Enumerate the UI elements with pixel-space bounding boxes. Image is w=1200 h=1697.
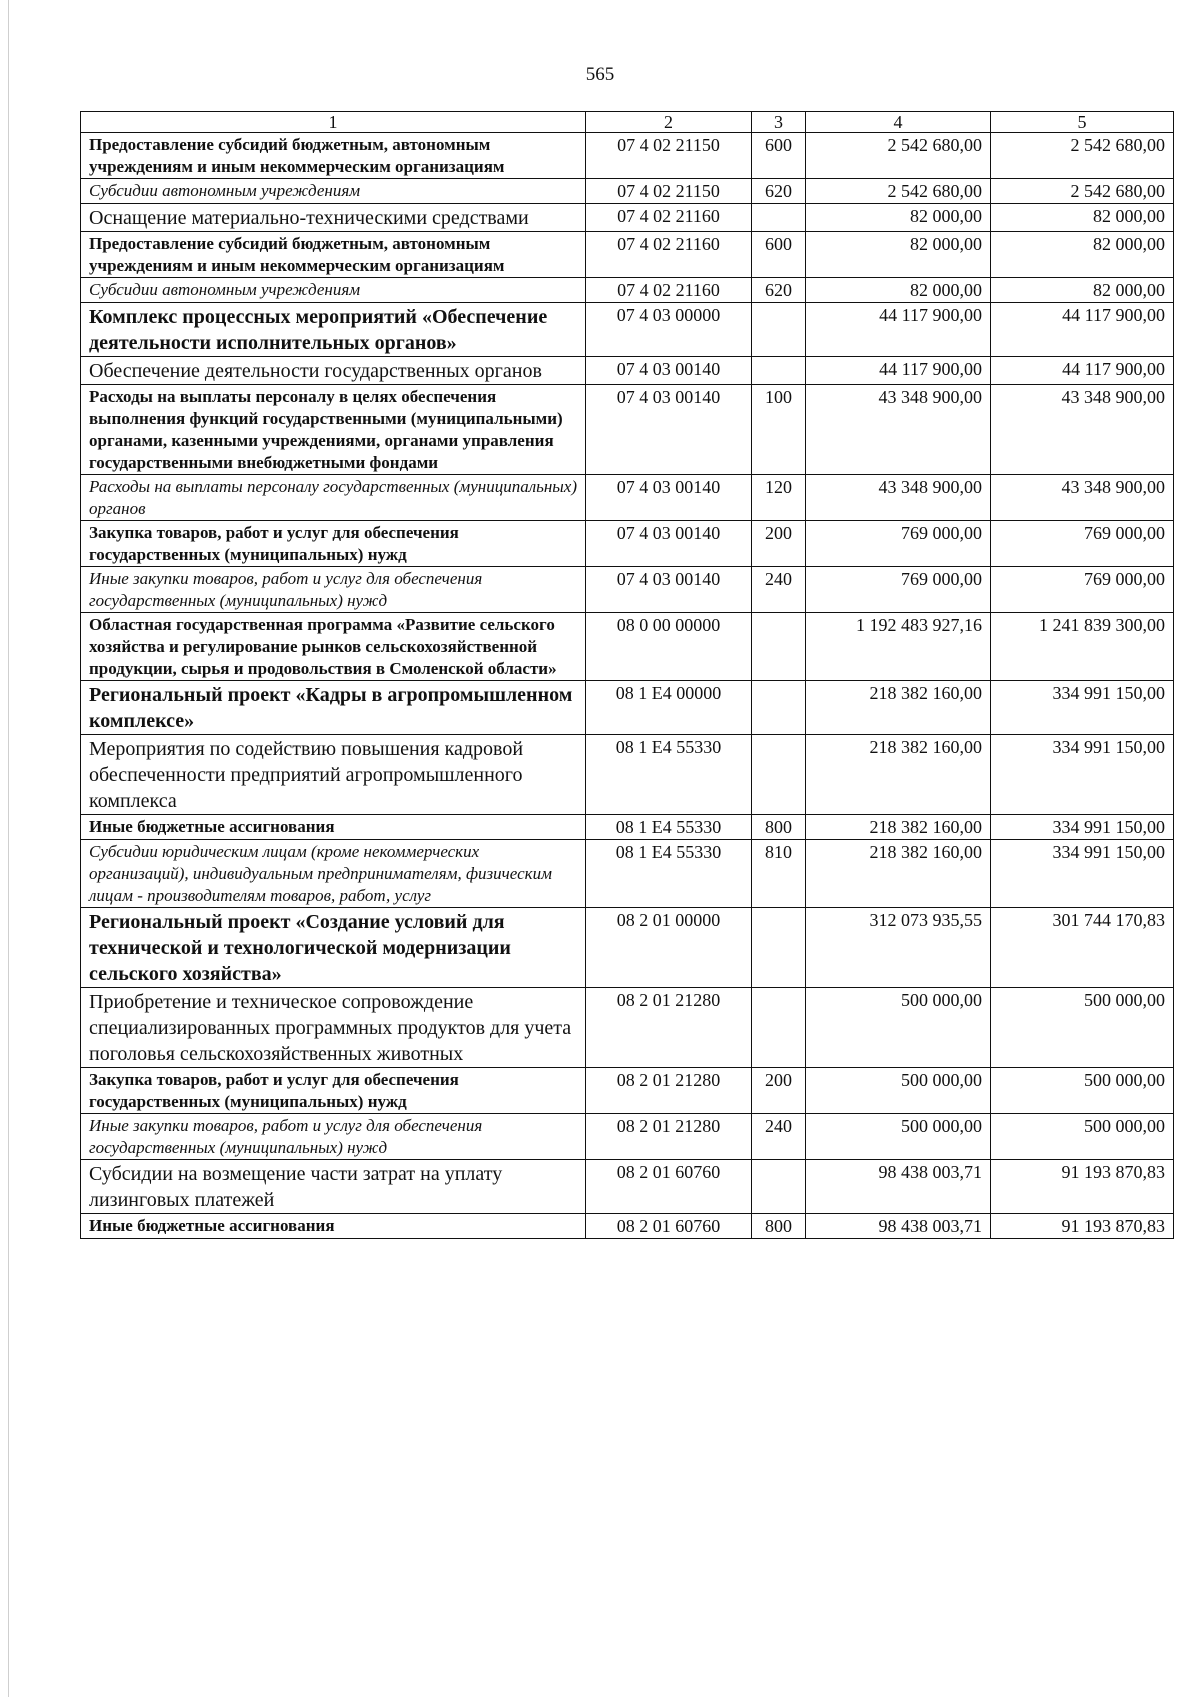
row-type-cell: 120 bbox=[752, 475, 806, 521]
row-name-cell: Расходы на выплаты персоналу в целях обеспечения выполнения функций государственными (муниципальными) органами, казенными учреждениями, органами управления государственными внебюджетными фондами bbox=[81, 385, 586, 475]
row-name-cell: Региональный проект «Кадры в агропромышленном комплексе» bbox=[81, 681, 586, 735]
table-header-row bbox=[81, 112, 1174, 133]
column-header-4: 4 bbox=[806, 112, 991, 133]
table-row bbox=[81, 232, 1174, 278]
table-body bbox=[81, 133, 1174, 1239]
row-code-cell: 08 2 01 21280 bbox=[586, 988, 752, 1068]
row-type-cell: 620 bbox=[752, 179, 806, 204]
row-name-cell: Иные закупки товаров, работ и услуг для обеспечения государственных (муниципальных) нужд bbox=[81, 567, 586, 613]
row-type-cell: 620 bbox=[752, 278, 806, 303]
row-name-cell: Субсидии автономным учреждениям bbox=[81, 278, 586, 303]
row-value-col4-cell: 769 000,00 bbox=[806, 567, 991, 613]
table-row bbox=[81, 815, 1174, 840]
row-value-col4-cell: 98 438 003,71 bbox=[806, 1214, 991, 1239]
row-type-cell bbox=[752, 1160, 806, 1214]
row-code-cell: 08 1 Е4 55330 bbox=[586, 840, 752, 908]
row-value-col4-cell: 218 382 160,00 bbox=[806, 815, 991, 840]
row-type-cell bbox=[752, 613, 806, 681]
row-name-cell: Расходы на выплаты персоналу государственных (муниципальных) органов bbox=[81, 475, 586, 521]
row-value-col5-cell: 500 000,00 bbox=[991, 1068, 1174, 1114]
table-row bbox=[81, 475, 1174, 521]
row-name-cell: Мероприятия по содействию повышения кадровой обеспеченности предприятий агропромышленного комплекса bbox=[81, 735, 586, 815]
row-value-col5-cell: 334 991 150,00 bbox=[991, 735, 1174, 815]
row-type-cell: 600 bbox=[752, 133, 806, 179]
row-value-col4-cell: 218 382 160,00 bbox=[806, 735, 991, 815]
table-row bbox=[81, 988, 1174, 1068]
row-type-cell: 100 bbox=[752, 385, 806, 475]
row-code-cell: 08 2 01 60760 bbox=[586, 1214, 752, 1239]
table-row bbox=[81, 681, 1174, 735]
row-value-col4-cell: 2 542 680,00 bbox=[806, 133, 991, 179]
table-row bbox=[81, 735, 1174, 815]
row-name-cell: Закупка товаров, работ и услуг для обеспечения государственных (муниципальных) нужд bbox=[81, 521, 586, 567]
row-value-col4-cell: 82 000,00 bbox=[806, 232, 991, 278]
row-value-col5-cell: 43 348 900,00 bbox=[991, 385, 1174, 475]
row-value-col5-cell: 2 542 680,00 bbox=[991, 133, 1174, 179]
row-value-col4-cell: 43 348 900,00 bbox=[806, 385, 991, 475]
row-code-cell: 08 2 01 21280 bbox=[586, 1114, 752, 1160]
row-type-cell bbox=[752, 357, 806, 385]
row-value-col5-cell: 2 542 680,00 bbox=[991, 179, 1174, 204]
row-code-cell: 07 4 03 00000 bbox=[586, 303, 752, 357]
row-name-cell: Региональный проект «Создание условий для технической и технологической модернизации сельского хозяйства» bbox=[81, 908, 586, 988]
row-type-cell bbox=[752, 204, 806, 232]
row-code-cell: 08 1 Е4 55330 bbox=[586, 735, 752, 815]
row-name-cell: Предоставление субсидий бюджетным, автономным учреждениям и иным некоммерческим организациям bbox=[81, 133, 586, 179]
row-value-col4-cell: 98 438 003,71 bbox=[806, 1160, 991, 1214]
row-code-cell: 08 2 01 21280 bbox=[586, 1068, 752, 1114]
row-value-col5-cell: 500 000,00 bbox=[991, 1114, 1174, 1160]
column-header-2: 2 bbox=[586, 112, 752, 133]
row-type-cell bbox=[752, 735, 806, 815]
row-value-col5-cell: 82 000,00 bbox=[991, 232, 1174, 278]
row-type-cell: 240 bbox=[752, 567, 806, 613]
row-name-cell: Иные бюджетные ассигнования bbox=[81, 1214, 586, 1239]
row-name-cell: Субсидии на возмещение части затрат на уплату лизинговых платежей bbox=[81, 1160, 586, 1214]
row-code-cell: 07 4 02 21160 bbox=[586, 204, 752, 232]
row-value-col4-cell: 312 073 935,55 bbox=[806, 908, 991, 988]
row-value-col5-cell: 43 348 900,00 bbox=[991, 475, 1174, 521]
page-number: 565 bbox=[585, 64, 615, 85]
row-name-cell: Предоставление субсидий бюджетным, автономным учреждениям и иным некоммерческим организациям bbox=[81, 232, 586, 278]
row-name-cell: Приобретение и техническое сопровождение специализированных программных продуктов для учета поголовья сельскохозяйственных животных bbox=[81, 988, 586, 1068]
row-name-cell: Комплекс процессных мероприятий «Обеспечение деятельности исполнительных органов» bbox=[81, 303, 586, 357]
row-value-col5-cell: 769 000,00 bbox=[991, 567, 1174, 613]
table-row bbox=[81, 303, 1174, 357]
row-value-col5-cell: 91 193 870,83 bbox=[991, 1160, 1174, 1214]
row-code-cell: 08 0 00 00000 bbox=[586, 613, 752, 681]
column-header-1: 1 bbox=[81, 112, 586, 133]
row-type-cell: 240 bbox=[752, 1114, 806, 1160]
table-row bbox=[81, 908, 1174, 988]
row-code-cell: 07 4 02 21160 bbox=[586, 278, 752, 303]
row-code-cell: 07 4 02 21150 bbox=[586, 133, 752, 179]
table-row bbox=[81, 133, 1174, 179]
row-value-col4-cell: 1 192 483 927,16 bbox=[806, 613, 991, 681]
row-value-col4-cell: 218 382 160,00 bbox=[806, 681, 991, 735]
table-row bbox=[81, 357, 1174, 385]
table-row bbox=[81, 278, 1174, 303]
table-row bbox=[81, 385, 1174, 475]
table-row bbox=[81, 1114, 1174, 1160]
table-row bbox=[81, 840, 1174, 908]
row-value-col4-cell: 500 000,00 bbox=[806, 1114, 991, 1160]
row-name-cell: Обеспечение деятельности государственных органов bbox=[81, 357, 586, 385]
row-name-cell: Иные бюджетные ассигнования bbox=[81, 815, 586, 840]
row-type-cell bbox=[752, 303, 806, 357]
row-name-cell: Иные закупки товаров, работ и услуг для обеспечения государственных (муниципальных) нужд bbox=[81, 1114, 586, 1160]
table-row bbox=[81, 1160, 1174, 1214]
row-type-cell bbox=[752, 988, 806, 1068]
row-type-cell bbox=[752, 908, 806, 988]
row-value-col5-cell: 82 000,00 bbox=[991, 278, 1174, 303]
row-value-col5-cell: 500 000,00 bbox=[991, 988, 1174, 1068]
row-value-col4-cell: 2 542 680,00 bbox=[806, 179, 991, 204]
row-value-col4-cell: 43 348 900,00 bbox=[806, 475, 991, 521]
row-code-cell: 08 1 Е4 55330 bbox=[586, 815, 752, 840]
row-value-col5-cell: 301 744 170,83 bbox=[991, 908, 1174, 988]
row-value-col5-cell: 44 117 900,00 bbox=[991, 357, 1174, 385]
row-name-cell: Субсидии юридическим лицам (кроме некоммерческих организаций), индивидуальным предпринимателям, физическим лицам - производителям товаров, работ, услуг bbox=[81, 840, 586, 908]
row-name-cell: Оснащение материально-техническими средствами bbox=[81, 204, 586, 232]
row-code-cell: 07 4 02 21160 bbox=[586, 232, 752, 278]
row-value-col4-cell: 44 117 900,00 bbox=[806, 303, 991, 357]
row-code-cell: 07 4 02 21150 bbox=[586, 179, 752, 204]
row-type-cell: 800 bbox=[752, 815, 806, 840]
row-code-cell: 07 4 03 00140 bbox=[586, 357, 752, 385]
row-code-cell: 08 2 01 00000 bbox=[586, 908, 752, 988]
page-margin-line bbox=[8, 0, 9, 1697]
column-header-3: 3 bbox=[752, 112, 806, 133]
budget-table-container bbox=[80, 111, 1173, 1239]
budget-table bbox=[80, 111, 1174, 1239]
column-header-5: 5 bbox=[991, 112, 1174, 133]
row-type-cell: 200 bbox=[752, 521, 806, 567]
row-type-cell: 810 bbox=[752, 840, 806, 908]
row-type-cell: 600 bbox=[752, 232, 806, 278]
table-row bbox=[81, 179, 1174, 204]
row-value-col5-cell: 334 991 150,00 bbox=[991, 840, 1174, 908]
row-value-col5-cell: 82 000,00 bbox=[991, 204, 1174, 232]
row-value-col4-cell: 500 000,00 bbox=[806, 1068, 991, 1114]
row-code-cell: 08 2 01 60760 bbox=[586, 1160, 752, 1214]
row-value-col5-cell: 334 991 150,00 bbox=[991, 681, 1174, 735]
row-value-col4-cell: 82 000,00 bbox=[806, 204, 991, 232]
row-type-cell bbox=[752, 681, 806, 735]
table-row bbox=[81, 567, 1174, 613]
row-value-col5-cell: 769 000,00 bbox=[991, 521, 1174, 567]
row-value-col5-cell: 44 117 900,00 bbox=[991, 303, 1174, 357]
row-value-col4-cell: 769 000,00 bbox=[806, 521, 991, 567]
row-value-col4-cell: 218 382 160,00 bbox=[806, 840, 991, 908]
row-name-cell: Закупка товаров, работ и услуг для обеспечения государственных (муниципальных) нужд bbox=[81, 1068, 586, 1114]
row-name-cell: Субсидии автономным учреждениям bbox=[81, 179, 586, 204]
row-code-cell: 08 1 Е4 00000 bbox=[586, 681, 752, 735]
row-value-col5-cell: 91 193 870,83 bbox=[991, 1214, 1174, 1239]
row-code-cell: 07 4 03 00140 bbox=[586, 475, 752, 521]
table-row bbox=[81, 1068, 1174, 1114]
table-row bbox=[81, 204, 1174, 232]
table-row bbox=[81, 521, 1174, 567]
row-code-cell: 07 4 03 00140 bbox=[586, 567, 752, 613]
row-value-col4-cell: 44 117 900,00 bbox=[806, 357, 991, 385]
table-row bbox=[81, 613, 1174, 681]
row-code-cell: 07 4 03 00140 bbox=[586, 521, 752, 567]
table-row bbox=[81, 1214, 1174, 1239]
row-code-cell: 07 4 03 00140 bbox=[586, 385, 752, 475]
row-type-cell: 200 bbox=[752, 1068, 806, 1114]
row-value-col5-cell: 334 991 150,00 bbox=[991, 815, 1174, 840]
row-value-col5-cell: 1 241 839 300,00 bbox=[991, 613, 1174, 681]
row-name-cell: Областная государственная программа «Развитие сельского хозяйства и регулирование рынков сельскохозяйственной продукции, сырья и продовольствия в Смоленской области» bbox=[81, 613, 586, 681]
row-value-col4-cell: 82 000,00 bbox=[806, 278, 991, 303]
row-value-col4-cell: 500 000,00 bbox=[806, 988, 991, 1068]
row-type-cell: 800 bbox=[752, 1214, 806, 1239]
